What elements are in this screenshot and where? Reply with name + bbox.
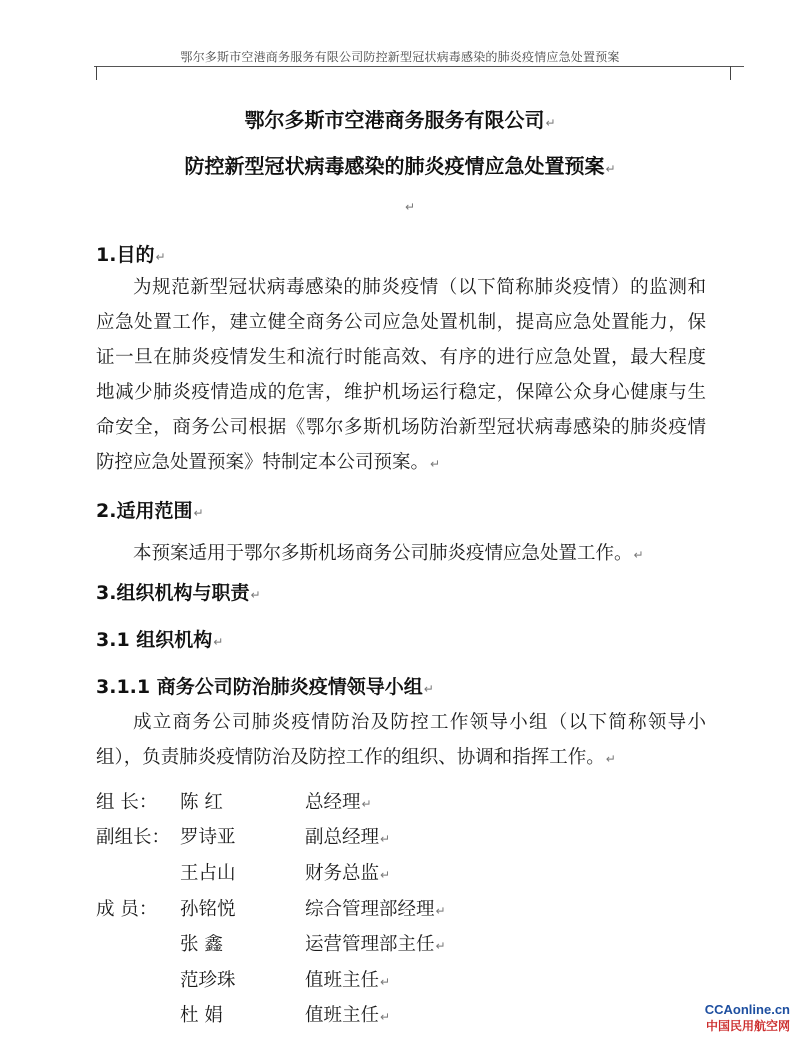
member-role: 财务总监↵: [305, 863, 391, 884]
member-role: 综合管理部经理↵: [305, 899, 446, 920]
corner-mark-left: [96, 66, 111, 80]
section-3-1-1-body: 成立商务公司肺炎疫情防治及防控工作领导小组（以下简称领导小组），负责肺炎疫情防治及防控工作的组织、协调和指挥工作。↵: [96, 712, 706, 768]
section-1-heading: 1.目的↵: [96, 244, 166, 266]
document-title-line-2: 防控新型冠状病毒感染的肺炎疫情应急处置预案↵: [184, 154, 616, 178]
header-text: 鄂尔多斯市空港商务服务有限公司防控新型冠状病毒感染的肺炎疫情应急处置预案: [180, 50, 620, 64]
member-label: 成 员：: [96, 899, 158, 920]
site-watermark-logo: [705, 1002, 790, 1034]
member-role: 副总经理↵: [305, 827, 391, 848]
member-label: 副组长：: [96, 827, 171, 848]
member-role: 值班主任↵: [305, 970, 391, 991]
corner-mark-right: [716, 66, 731, 80]
member-name: 孙铭悦: [180, 899, 236, 920]
member-name: 范珍珠: [180, 970, 236, 991]
member-name: 张 鑫: [180, 934, 223, 955]
watermark-url: CCAonline.cn: [704, 1002, 790, 1017]
member-name: 杜 娟: [180, 1005, 223, 1026]
section-2-heading: 2.适用范围↵: [96, 500, 204, 522]
section-3-1-heading: 3.1 组织机构↵: [96, 629, 224, 651]
paragraph-mark: ↵: [405, 200, 416, 214]
member-name: 罗诗亚: [180, 827, 236, 848]
member-name: 陈 红: [180, 792, 223, 813]
member-role: 值班主任↵: [305, 1005, 391, 1026]
section-3-1-1-heading: 3.1.1 商务公司防治肺炎疫情领导小组↵: [96, 676, 434, 698]
member-label: 组 长：: [96, 792, 158, 813]
section-1-body: 为规范新型冠状病毒感染的肺炎疫情（以下简称肺炎疫情）的监测和应急处置工作，建立健全商务公司应急处置机制，提高应急处置能力，保证一旦在肺炎疫情发生和流行时能高效、有序的进行应急处置，最大程度地减少肺炎疫情造成的危害，维护机场运行稳定，保障公众身心健康与生命安全，商务公司根据《鄂尔多斯机场防治新型冠状病毒感染的肺炎疫情防控应急处置预案》特制定本公司预案。↵: [96, 277, 706, 473]
member-name: 王占山: [180, 863, 236, 884]
watermark-name: 中国民用航空网: [705, 1019, 790, 1033]
section-2-body: 本预案适用于鄂尔多斯机场商务公司肺炎疫情应急处置工作。↵: [133, 543, 644, 564]
member-role: 运营管理部主任↵: [305, 934, 446, 955]
header-rule: [94, 66, 744, 67]
document-title-line-1: 鄂尔多斯市空港商务服务有限公司↵: [244, 108, 556, 132]
section-3-heading: 3.组织机构与职责↵: [96, 582, 261, 604]
member-role: 总经理↵: [305, 792, 372, 813]
